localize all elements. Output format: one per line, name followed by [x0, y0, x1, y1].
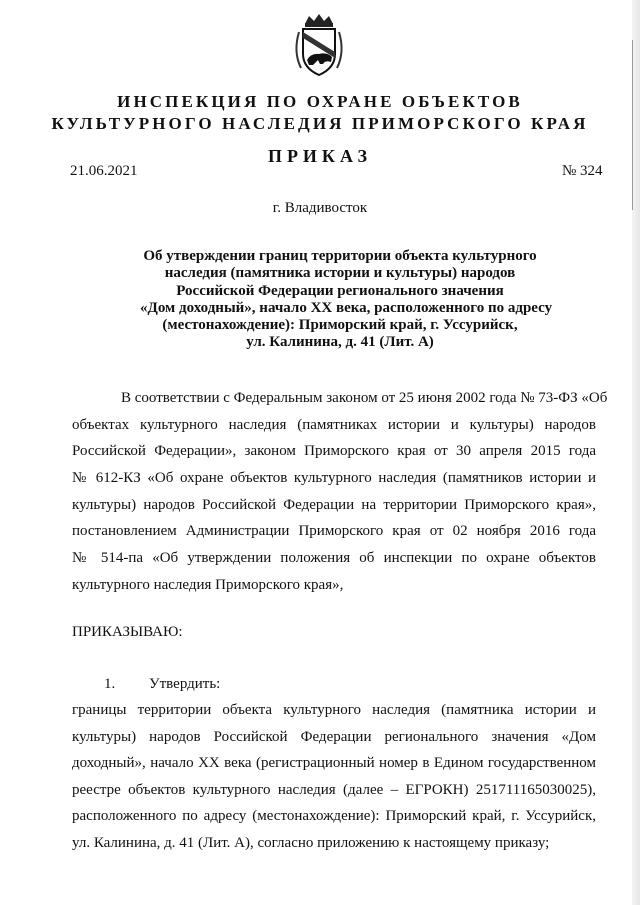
page-edge	[632, 0, 640, 905]
paragraph-line: реестре объектов культурного наследия (далее – ЕГРОКН) 251711165030025),	[72, 781, 596, 798]
agency-name-line-2: КУЛЬТУРНОГО НАСЛЕДИЯ ПРИМОРСКОГО КРАЯ	[51, 114, 589, 133]
paragraph-line: доходный», начало XX века (регистрационный номер в Едином государственном	[72, 755, 596, 772]
document-type-title: ПРИКАЗ	[267, 146, 373, 166]
item-label: Утвердить:	[149, 676, 221, 692]
item-number: 1.	[104, 676, 116, 692]
paragraph-line: ул. Калинина, д. 41 (Лит. А), согласно приложению к настоящему приказу;	[72, 834, 550, 851]
subject-line: (местонахождение): Приморский край, г. Уссурийск,	[162, 317, 518, 334]
preamble-paragraph	[72, 386, 608, 600]
paragraph-line: В соответствии с Федеральным законом от 25 июня 2002 года № 73-ФЗ «Об	[121, 390, 608, 406]
subject-line: Об утверждении границ территории объекта культурного	[143, 248, 537, 264]
document-city: г. Владивосток	[272, 200, 368, 216]
paragraph-line: культурного наследия Приморского края»,	[72, 576, 344, 593]
paragraph-line: № 514-па «Об утверждении положения об инспекции по охране объектов	[72, 550, 596, 567]
order-word: ПРИКАЗЫВАЮ:	[72, 624, 183, 640]
document-subject	[140, 248, 553, 352]
subject-line: Российской Федерации регионального значения	[176, 282, 504, 299]
document-date: 21.06.2021	[70, 163, 138, 179]
subject-line: наследия (памятника истории и культуры) народов	[164, 265, 516, 282]
agency-name-line-1: ИНСПЕКЦИЯ ПО ОХРАНЕ ОБЪЕКТОВ	[117, 92, 523, 111]
item-1-paragraph	[72, 698, 596, 858]
paragraph-line: границы территории объекта культурного наследия (памятника истории и	[72, 702, 596, 718]
paragraph-line: постановлением Администрации Приморского края от 02 ноября 2016 года	[72, 523, 596, 540]
paragraph-line: расположенного по адресу (местонахождение): Приморский край, г. Уссурийск,	[72, 808, 596, 825]
paragraph-line: объектах культурного наследия (памятниках истории и культуры) народов	[72, 416, 596, 433]
subject-line: ул. Калинина, д. 41 (Лит. А)	[246, 334, 434, 351]
paragraph-line: Российской Федерации», законом Приморского края от 30 апреля 2015 года	[72, 443, 596, 460]
coat-of-arms-icon	[287, 12, 351, 78]
paragraph-line: культуры) народов Российской Федерации на территории Приморского края»,	[72, 496, 596, 513]
subject-line: «Дом доходный», начало XX века, расположенного по адресу	[140, 299, 553, 316]
paragraph-line: культуры) народов Российской Федерации регионального значения «Дом	[72, 728, 596, 745]
paragraph-line: № 612-КЗ «Об охране объектов культурного наследия (памятников истории и	[72, 470, 596, 487]
document-number: № 324	[562, 163, 603, 179]
